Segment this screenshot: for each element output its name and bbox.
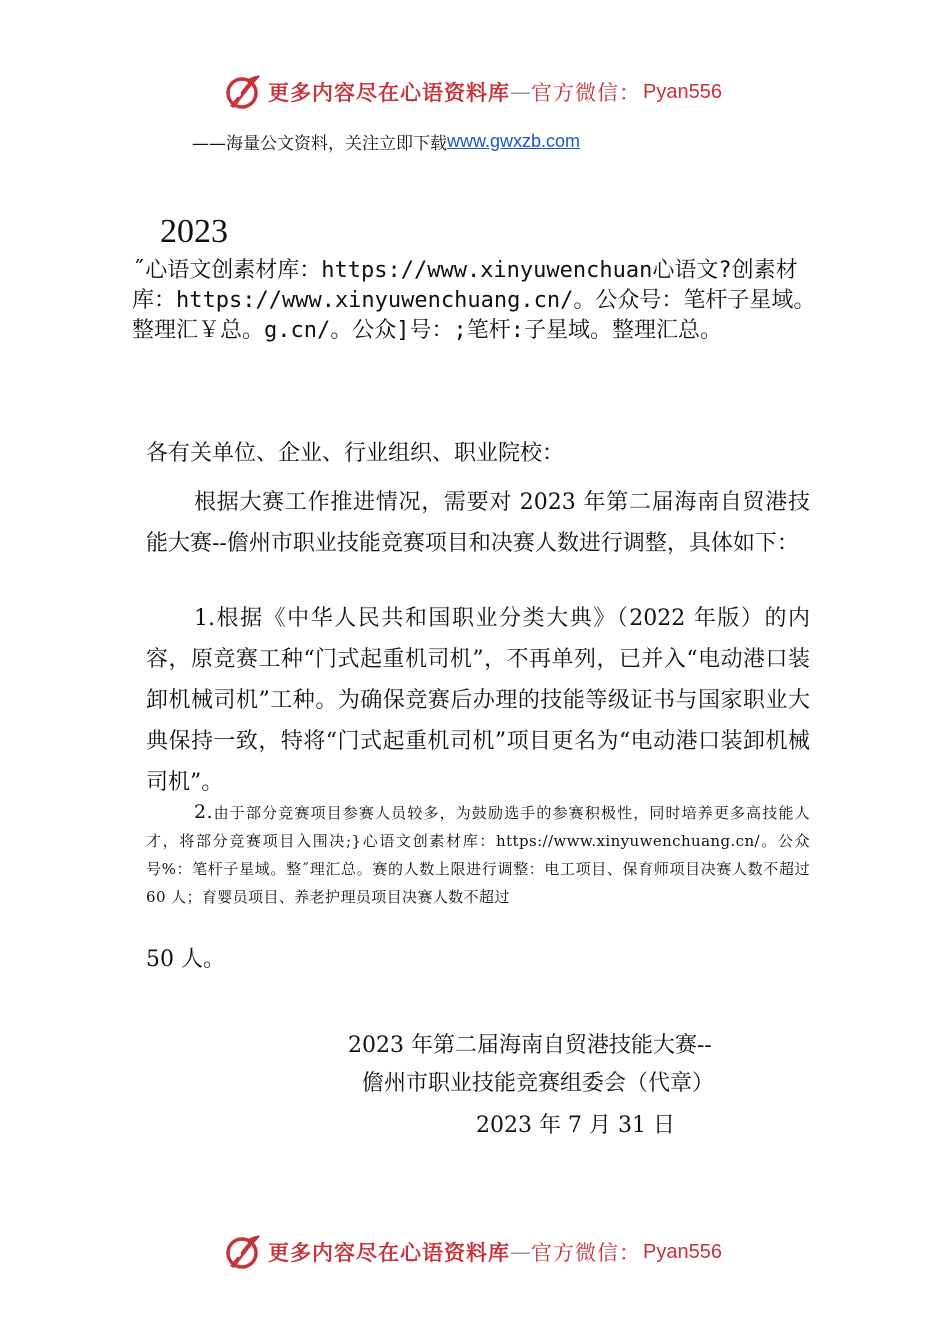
banner-wechat-id: Pyan556 xyxy=(643,1240,722,1263)
signature-date: 2023 年 7 月 31 日 xyxy=(476,1113,675,1138)
header-banner xyxy=(222,72,722,112)
quill-pen-logo-icon xyxy=(222,1232,262,1272)
doc-greeting: 各有关单位、企业、行业组织、职业院校： xyxy=(146,441,565,466)
doc-paragraph-tail: 50 人。 xyxy=(146,947,225,972)
footer-banner xyxy=(222,1232,722,1272)
doc-year-title: 2023 xyxy=(160,213,228,250)
download-notice xyxy=(192,126,580,156)
quill-pen-logo-icon xyxy=(222,72,262,112)
doc-paragraph-item-2 xyxy=(146,798,810,911)
banner-separator: — xyxy=(510,80,531,104)
signature-line-1: 2023 年第二届海南自贸港技能大赛-- xyxy=(348,1033,712,1058)
doc-paragraph-intro: 根据大赛工作推进情况，需要对 2023 年第二届海南自贸港技能大赛--儋州市职业技能竞赛项目和决赛人数进行调整，具体如下： xyxy=(146,490,810,556)
download-link[interactable]: www.gwxzb.com xyxy=(447,130,581,151)
item-2-text: 由于部分竞赛项目参赛人员较多，为鼓励选手的参赛积极性，同时培养更多高技能人才，将部分竞赛项目入围决;}心语文创素材库：https://www.xinyuwenchuang.cn/。公众号%：笔杆子星域。整˝理汇总。赛的人数上限进行调整：电工项目、保育师项目决赛人数不超过 60 人；育婴员项目、养老护理员项目决赛人数不超过 xyxy=(146,804,810,906)
banner-title: 更多内容尽在心语资料库 xyxy=(268,1241,510,1265)
banner-separator: — xyxy=(510,1240,531,1264)
banner-wechat-id: Pyan556 xyxy=(643,80,722,103)
banner-wechat-label: 官方微信： xyxy=(531,1241,641,1265)
banner-title: 更多内容尽在心语资料库 xyxy=(268,81,510,105)
item-2-number: 2. xyxy=(194,801,213,823)
banner-wechat-label: 官方微信： xyxy=(531,81,641,105)
signature-line-2: 儋州市职业技能竞赛组委会（代章） xyxy=(362,1071,715,1096)
doc-paragraph-item-1: 1.根据《中华人民共和国职业分类大典》（2022 年版）的内容，原竞赛工种“门式起重机司机”，不再单列，已并入“电动港口装卸机械司机”工种。为确保竞赛后办理的技能等级证书与国家职业大典保持一致，特将“门式起重机司机”项目更名为“电动港口装卸机械司机”。 xyxy=(146,606,810,795)
download-notice-text: ——海量公文资料，关注立即下载 xyxy=(192,133,447,154)
garbled-watermark-text: ˝心语文创素材库：https://www.xinyuwenchuan心语文?创素材库：https://www.xinyuwenchuang.cn/。公众号：笔杆子星域。整理汇￥总。g.cn/。公众]号：;笔杆:子星域。整理汇总。 xyxy=(132,258,816,343)
